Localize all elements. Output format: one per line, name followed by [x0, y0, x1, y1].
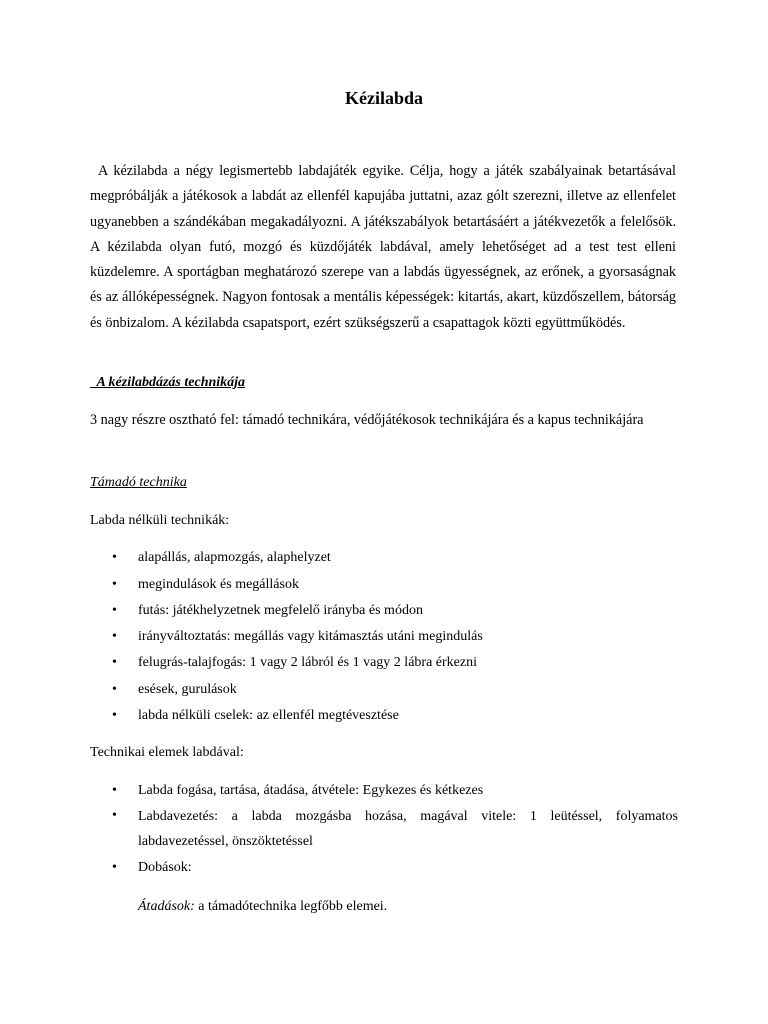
- passes-note: [138, 897, 387, 917]
- bullet-icon: •: [112, 860, 117, 875]
- list-item-text: felugrás-talajfogás: 1 vagy 2 lábról és 1 vagy 2 lábra érkezni: [138, 655, 477, 670]
- bullet-icon: •: [112, 629, 117, 644]
- list-item-text: irányváltoztatás: megállás vagy kitámasztás utáni megindulás: [138, 629, 483, 644]
- list-item-text: megindulások és megállások: [138, 577, 299, 592]
- list-item-text: esések, gurulások: [138, 682, 237, 697]
- list-item-text: Labda fogása, tartása, átadása, átvétele: Egykezes és kétkezes: [138, 783, 484, 798]
- bullet-icon: •: [112, 708, 117, 723]
- bullet-icon: •: [112, 655, 117, 670]
- bullet-icon: •: [112, 682, 117, 697]
- bullet-icon: •: [112, 577, 117, 592]
- list-item-text: labda nélküli cselek: az ellenfél megtévesztése: [138, 708, 399, 723]
- bullet-icon: •: [112, 603, 117, 618]
- document-title: Kézilabda: [344, 88, 423, 108]
- bullet-icon: •: [112, 783, 117, 798]
- without-ball-label: Labda nélküli technikák:: [90, 513, 230, 528]
- list-item-text: futás: játékhelyzetnek megfelelő irányba és módon: [138, 603, 423, 618]
- bullet-icon: •: [112, 808, 117, 823]
- bullet-icon: •: [112, 550, 117, 565]
- with-ball-label: Technikai elemek labdával:: [90, 745, 244, 760]
- section-paragraph: 3 nagy részre osztható fel: támadó technikára, védőjátékosok technikájára és a kapus technikájára: [90, 412, 644, 428]
- section-heading: A kézilabdázás technikája: [90, 375, 246, 390]
- attack-technique-heading: Támadó technika: [90, 475, 187, 490]
- intro-text: A kézilabda a négy legismertebb labdajáték egyike. Célja, hogy a játék szabályainak betartásával megpróbálják a játékosok a labdát az ellenfél kapujába juttatni, azaz gólt szerezni, illetve az ellenfelet ugyanebben a szándékában megakadályozni. A játékszabályok betartásáért a játékvezetők a felelősök. A kézilabda olyan futó, mozgó és küzdőjáték labdával, amely lehetőséget ad a test test elleni küzdelemre. A sportágban meghatározó szerepe van a labdás ügyességnek, az erőnek, a gyorsaságnak és az állóképességnek. Nagyon fontosak a mentális képességek: kitartás, akart, küzdőszellem, bátorság és önbizalom. A kézilabda csapatsport, ezért szükségszerű a csapattagok közti együttműködés.: [90, 163, 676, 331]
- passes-text: a támadótechnika legfőbb elemei.: [194, 899, 388, 914]
- list-item-text: Dobások:: [138, 860, 192, 875]
- passes-label: Átadások:: [138, 899, 195, 914]
- list-item-text: alapállás, alapmozgás, alaphelyzet: [138, 550, 331, 565]
- intro-paragraph: [90, 159, 676, 336]
- list-item-text: Labdavezetés: a labda mozgásba hozása, magával vitele: 1 leütéssel, folyamatos labdavezetéssel, önszöktetéssel: [138, 809, 678, 849]
